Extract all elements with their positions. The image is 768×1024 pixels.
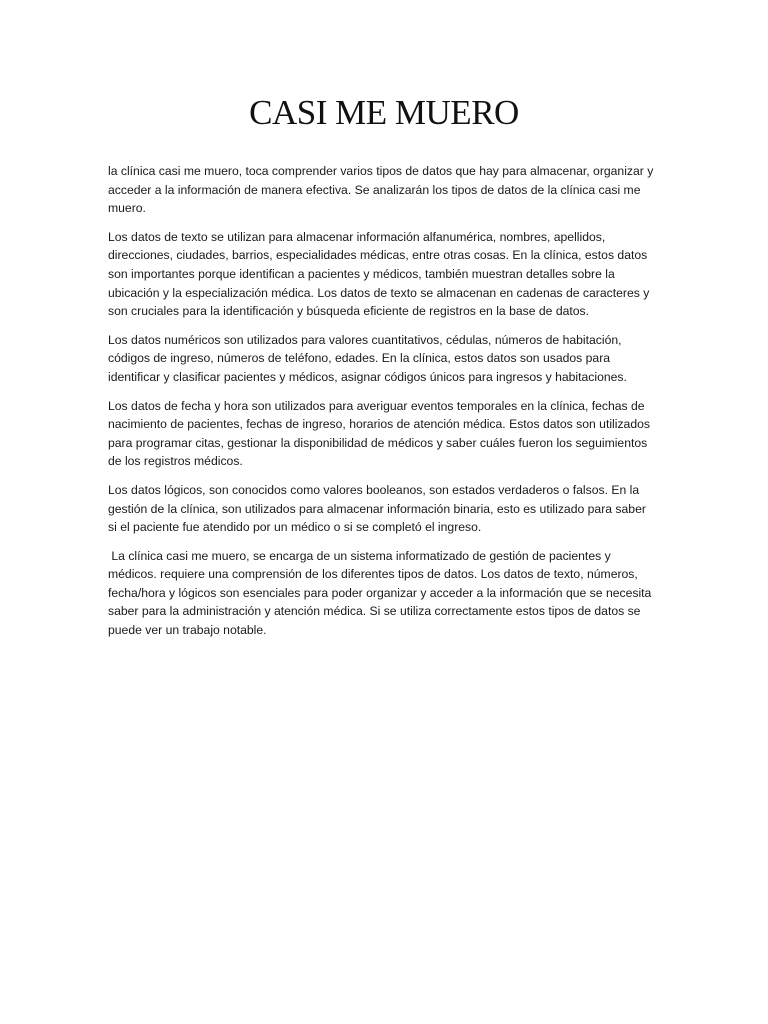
paragraph-text-data: Los datos de texto se utilizan para almacenar información alfanumérica, nombres, apellidos, direcciones, ciudades, barrios, especialidades médicas, entre otras cosas. En la clínica, estos datos son importantes porque identifican a pacientes y médicos, también muestran detalles sobre la ubicación y la especialización médica. Los datos de texto se almacenan en cadenas de caracteres y son cruciales para la identificación y búsqueda eficiente de registros en la base de datos. (108, 229, 650, 319)
document-body (108, 162, 658, 650)
document-title: CASI ME MUERO (249, 93, 519, 132)
paragraph-intro: la clínica casi me muero, toca comprender varios tipos de datos que hay para almacenar, organizar y acceder a la información de manera efectiva. Se analizarán los tipos de datos de la clínica casi me muero. (108, 164, 654, 216)
paragraph-conclusion: La clínica casi me muero, se encarga de un sistema informatizado de gestión de pacientes y médicos. requiere una comprensión de los diferentes tipos de datos. Los datos de texto, números, fecha/hora y lógicos son esenciales para poder organizar y acceder a la información que se necesita saber para la administración y atención médica. Si se utiliza correctamente estos tipos de datos se puede ver un trabajo notable. (108, 548, 655, 638)
paragraph-numeric-data: Los datos numéricos son utilizados para valores cuantitativos, cédulas, números de habitación, códigos de ingreso, números de teléfono, edades. En la clínica, estos datos son usados para identificar y clasificar pacientes y médicos, asignar códigos únicos para ingresos y habitaciones. (108, 332, 627, 384)
paragraph-date-data: Los datos de fecha y hora son utilizados para averiguar eventos temporales en la clínica, fechas de nacimiento de pacientes, fechas de ingreso, horarios de atención médica. Estos datos son utilizados para programar citas, gestionar la disponibilidad de médicos y saber cuáles fueron los seguimientos de los registros médicos. (108, 398, 650, 469)
paragraph-logical-data: Los datos lógicos, son conocidos como valores booleanos, son estados verdaderos o falsos. En la gestión de la clínica, son utilizados para almacenar información binaria, esto es utilizado para saber si el paciente fue atendido por un médico o si se completó el ingreso. (108, 482, 646, 535)
